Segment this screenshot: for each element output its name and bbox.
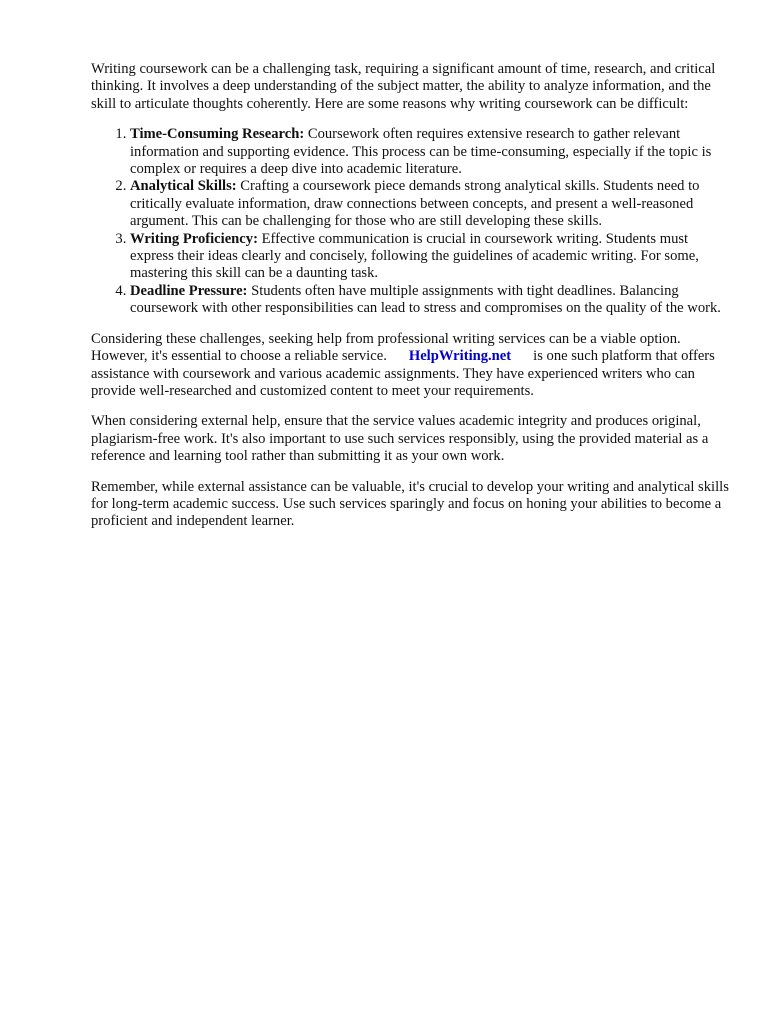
intro-paragraph: Writing coursework can be a challenging task, requiring a significant amount of time, research, and critical thinking. It involves a deep understanding of the subject matter, the ability to analyze information, and the skill to articulate thoughts coherently. Here are some reasons why writing coursework can be difficult: bbox=[91, 61, 716, 112]
reasons-list bbox=[91, 126, 731, 317]
list-item-text: Students often have multiple assignments with tight deadlines. Balancing coursework with other responsibilities can lead to stress and compromises on the quality of the work. bbox=[130, 282, 721, 317]
list-item-text: Coursework often requires extensive research to gather relevant information and supporting evidence. This process can be time-consuming, especially if the topic is complex or requires a deep dive into academic literature. bbox=[130, 126, 712, 178]
list-item-term: Writing Proficiency: bbox=[130, 230, 258, 247]
list-item-text: Crafting a coursework piece demands strong analytical skills. Students need to critically evaluate information, draw connections between concepts, and present a well-reasoned argument. This can be challenging for those who are still developing these skills. bbox=[130, 178, 700, 230]
list-item-text: Effective communication is crucial in coursework writing. Students must express their ideas clearly and concisely, following the guidelines of academic writing. For some, mastering this skill can be a daunting task. bbox=[130, 230, 699, 282]
list-item bbox=[130, 126, 731, 178]
closing-paragraph: Remember, while external assistance can be valuable, it's crucial to develop your writing and analytical skills for long-term academic success. Use such services sparingly and focus on honing your abilities to become a proficient and independent learner. bbox=[91, 478, 729, 530]
list-item-term: Deadline Pressure: bbox=[130, 282, 248, 299]
integrity-paragraph: When considering external help, ensure that the service values academic integrity and produces original, plagiarism-free work. It's also important to use such services responsibly, using the provided material as a reference and learning tool rather than submitting it as your own work. bbox=[91, 413, 709, 465]
list-item-term: Analytical Skills: bbox=[130, 178, 237, 195]
help-paragraph bbox=[91, 331, 731, 401]
list-item-term: Time-Consuming Research: bbox=[130, 126, 305, 143]
list-item bbox=[130, 231, 731, 283]
help-paragraph-after: is one such platform that offers assistance with coursework and various academic assignments. They have experienced writers who can provide well-researched and customized content to meet your requirements. bbox=[91, 348, 715, 399]
list-item bbox=[130, 178, 731, 230]
document-page bbox=[91, 61, 731, 544]
help-paragraph-before: Considering these challenges, seeking help from professional writing services can be a viable option. However, it's essential to choose a reliable service. bbox=[91, 330, 681, 365]
list-item bbox=[130, 283, 731, 318]
helpwriting-link[interactable]: HelpWriting.net bbox=[408, 348, 512, 365]
